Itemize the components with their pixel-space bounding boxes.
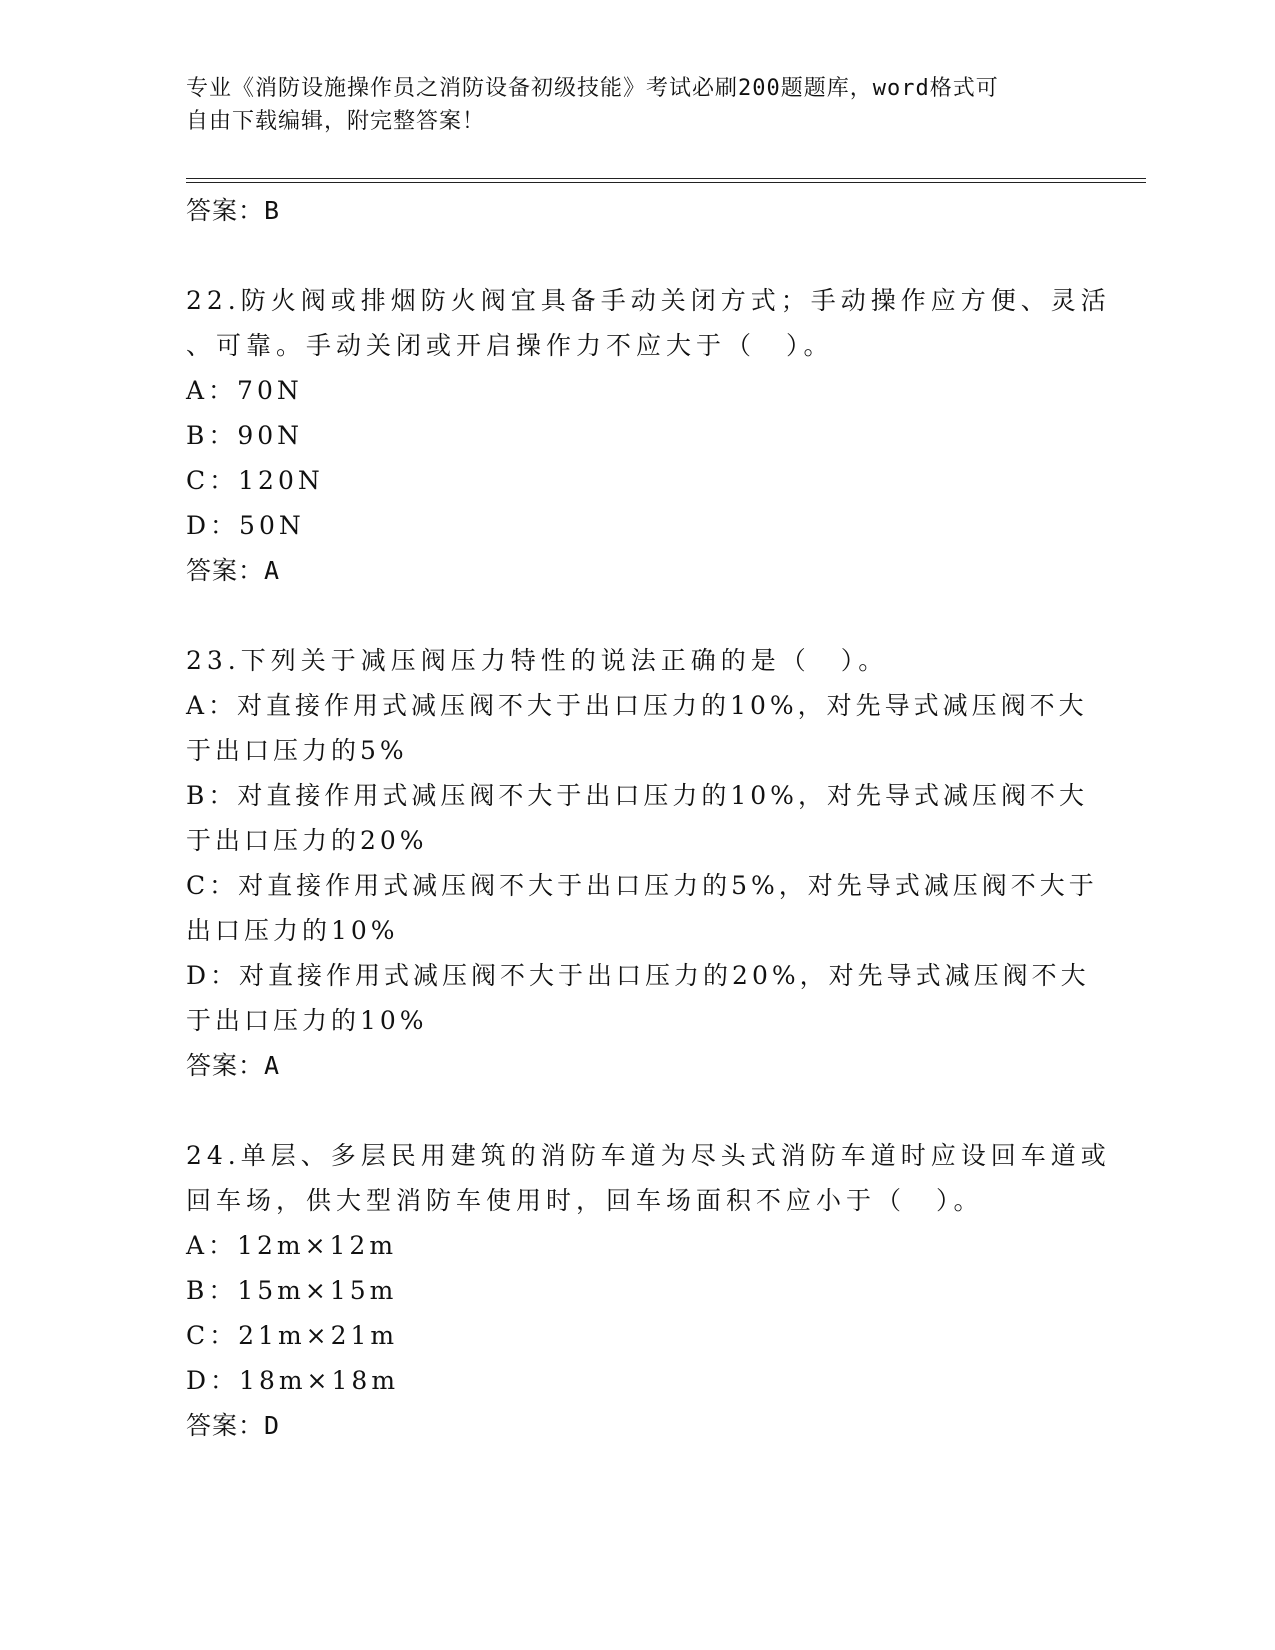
option-d-continued: 于出口压力的10% bbox=[186, 1006, 428, 1035]
option-c: C：21m×21m bbox=[186, 1321, 399, 1350]
question-text-line: 回车场，供大型消防车使用时，回车场面积不应小于（ ）。 bbox=[186, 1186, 984, 1215]
answer: 答案：A bbox=[186, 556, 281, 585]
option-a-continued: 于出口压力的5% bbox=[186, 736, 408, 765]
document-header bbox=[186, 72, 1086, 138]
option-b: B：对直接作用式减压阀不大于出口压力的10%，对先导式减压阀不大 bbox=[186, 781, 1088, 810]
option-b: B：15m×15m bbox=[186, 1276, 398, 1305]
question-text-line: 22.防火阀或排烟防火阀宜具备手动关闭方式；手动操作应方便、灵活 bbox=[186, 286, 1111, 315]
option-c-continued: 出口压力的10% bbox=[186, 916, 399, 945]
question-24 bbox=[186, 1133, 1111, 1448]
header-line-1: 专业《消防设施操作员之消防设备初级技能》考试必刷200题题库，word格式可 bbox=[186, 76, 999, 101]
option-d: D：50N bbox=[186, 511, 305, 540]
option-a: A：对直接作用式减压阀不大于出口压力的10%，对先导式减压阀不大 bbox=[186, 691, 1088, 720]
answer: 答案：A bbox=[186, 1051, 281, 1080]
option-c: C：对直接作用式减压阀不大于出口压力的5%，对先导式减压阀不大于 bbox=[186, 871, 1098, 900]
option-d: D：18m×18m bbox=[186, 1366, 400, 1395]
option-a: A：70N bbox=[186, 376, 303, 405]
answer: 答案：D bbox=[186, 1411, 281, 1440]
spacer bbox=[186, 593, 1086, 638]
question-text-line: 、可靠。手动关闭或开启操作力不应大于（ ）。 bbox=[186, 331, 834, 360]
question-text-line: 24.单层、多层民用建筑的消防车道为尽头式消防车道时应设回车道或 bbox=[186, 1141, 1111, 1170]
header-line-2: 自由下载编辑，附完整答案！ bbox=[186, 109, 486, 134]
option-c: C：120N bbox=[186, 466, 324, 495]
question-text-line: 23.下列关于减压阀压力特性的说法正确的是（ ）。 bbox=[186, 646, 889, 675]
spacer bbox=[186, 1088, 1086, 1133]
question-list bbox=[186, 188, 1111, 1448]
header-divider bbox=[186, 178, 1146, 183]
question-22 bbox=[186, 278, 1111, 593]
option-a: A：12m×12m bbox=[186, 1231, 398, 1260]
option-b-continued: 于出口压力的20% bbox=[186, 826, 428, 855]
spacer bbox=[186, 233, 1086, 278]
question-23 bbox=[186, 638, 1098, 1088]
option-d: D：对直接作用式减压阀不大于出口压力的20%，对先导式减压阀不大 bbox=[186, 961, 1090, 990]
previous-answer: 答案：B bbox=[186, 196, 281, 225]
option-b: B：90N bbox=[186, 421, 304, 450]
